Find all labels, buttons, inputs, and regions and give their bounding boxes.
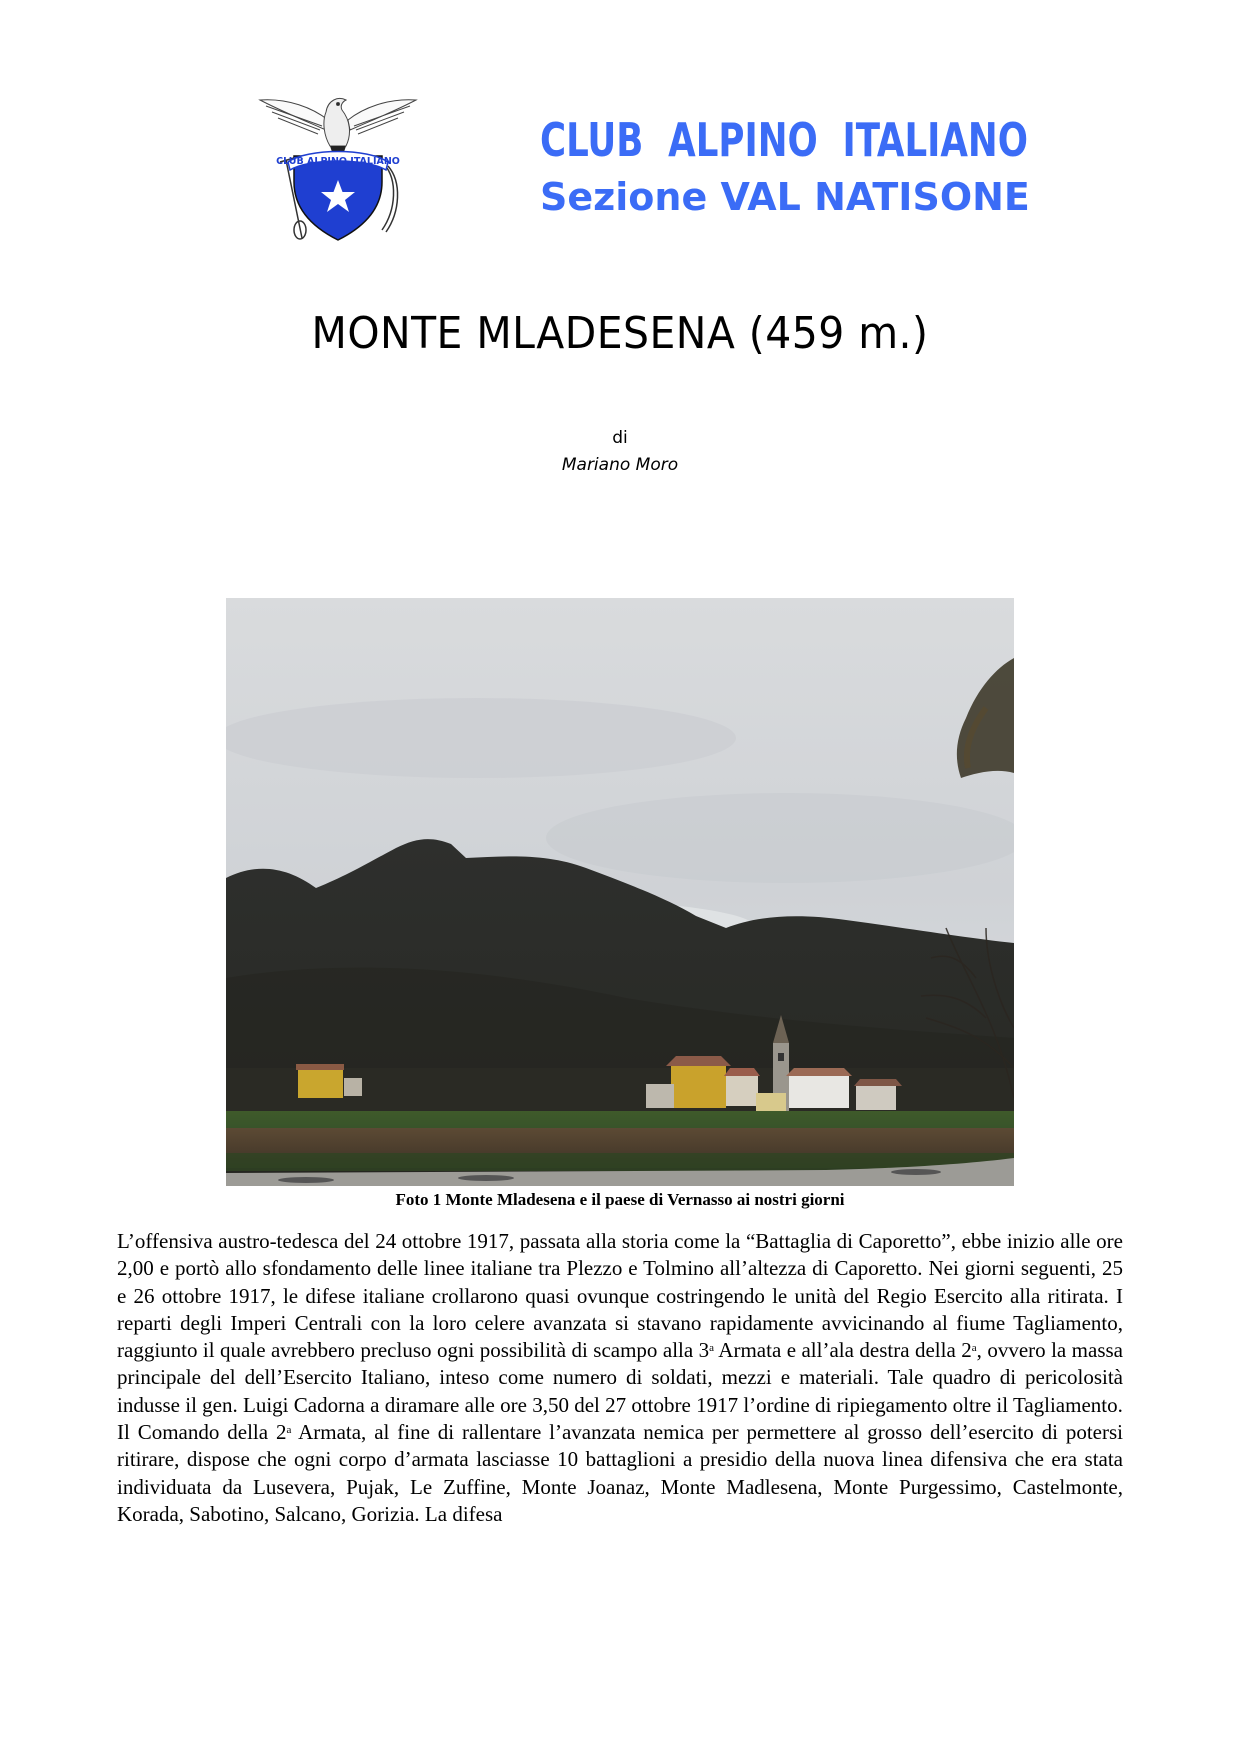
author-name: Mariano Moro [561,455,679,475]
by-label: di [612,428,628,448]
ordinal-superscript: a [971,1342,977,1355]
ordinal-superscript: a [286,1424,292,1437]
ordinal-superscript: a [709,1342,715,1355]
section-name: Sezione VAL NATISONE [540,175,1030,219]
org-name: CLUB ALPINO ITALIANO [540,113,1028,167]
paragraph-text: L’offensiva austro-tedesca del 24 ottobre 1917, passata alla storia come la “Battaglia di Caporetto”, ebbe inizio alle ore 2,00 e portò allo sfondamento delle linee italiane tra Plezzo e Tolmino all’altezza di Caporetto. Nei giorni seguenti, 25 e 26 ottobre 1917, le difese italiane crollarono quasi ovunque costringendo le unità del Regio Esercito alla ritirata. I reparti degli Imperi Centrali con la loro celere avanzata si stavano rapidamente avvicinando al fiume Tagliamento, raggiunto il quale avrebbero precluso ogni possibilità di scampo alla 3 [117,1229,1123,1363]
cai-logo-icon [258,90,418,250]
document-title: MONTE MLADESENA (459 m.) [311,308,929,359]
organization-header [540,112,1100,222]
article-body [117,1228,1123,1528]
logo-banner-text: CLUB ALPINO ITALIANO [276,156,400,167]
landscape-photo [226,598,1014,1186]
paragraph-text: Armata e all’ala destra della 2 [714,1338,972,1363]
paragraph-text: , ovvero la massa principale del dell’Esercito Italiano, inteso come numero di soldati, mezzi e materiali. Tale quadro di pericolosità indusse il gen. Luigi Cadorna a diramare alle ore 3,50 del 27 ottobre 1917 l’ordine di ripiegamento oltre il Tagliamento. [117,1338,1123,1417]
paragraph-text: Il Comando della 2 [117,1420,287,1445]
paragraph-text: Armata, al fine di rallentare l’avanzata nemica per permettere al grosso dell’esercito di potersi ritirare, dispose che ogni corpo d’armata lasciasse 10 battaglioni a presidio della nuova linea difensiva che era stata individuata da Lusevera, Pujak, Le Zuffine, Monte Joanaz, Monte Madlesena, Monte Purgessimo, Castelmonte, Korada, Sabotino, Salcano, Gorizia. La difesa [117,1420,1123,1526]
photo-caption: Foto 1 Monte Mladesena e il paese di Vernasso ai nostri giorni [395,1190,845,1209]
paragraph [117,1419,1123,1528]
paragraph [117,1228,1123,1419]
